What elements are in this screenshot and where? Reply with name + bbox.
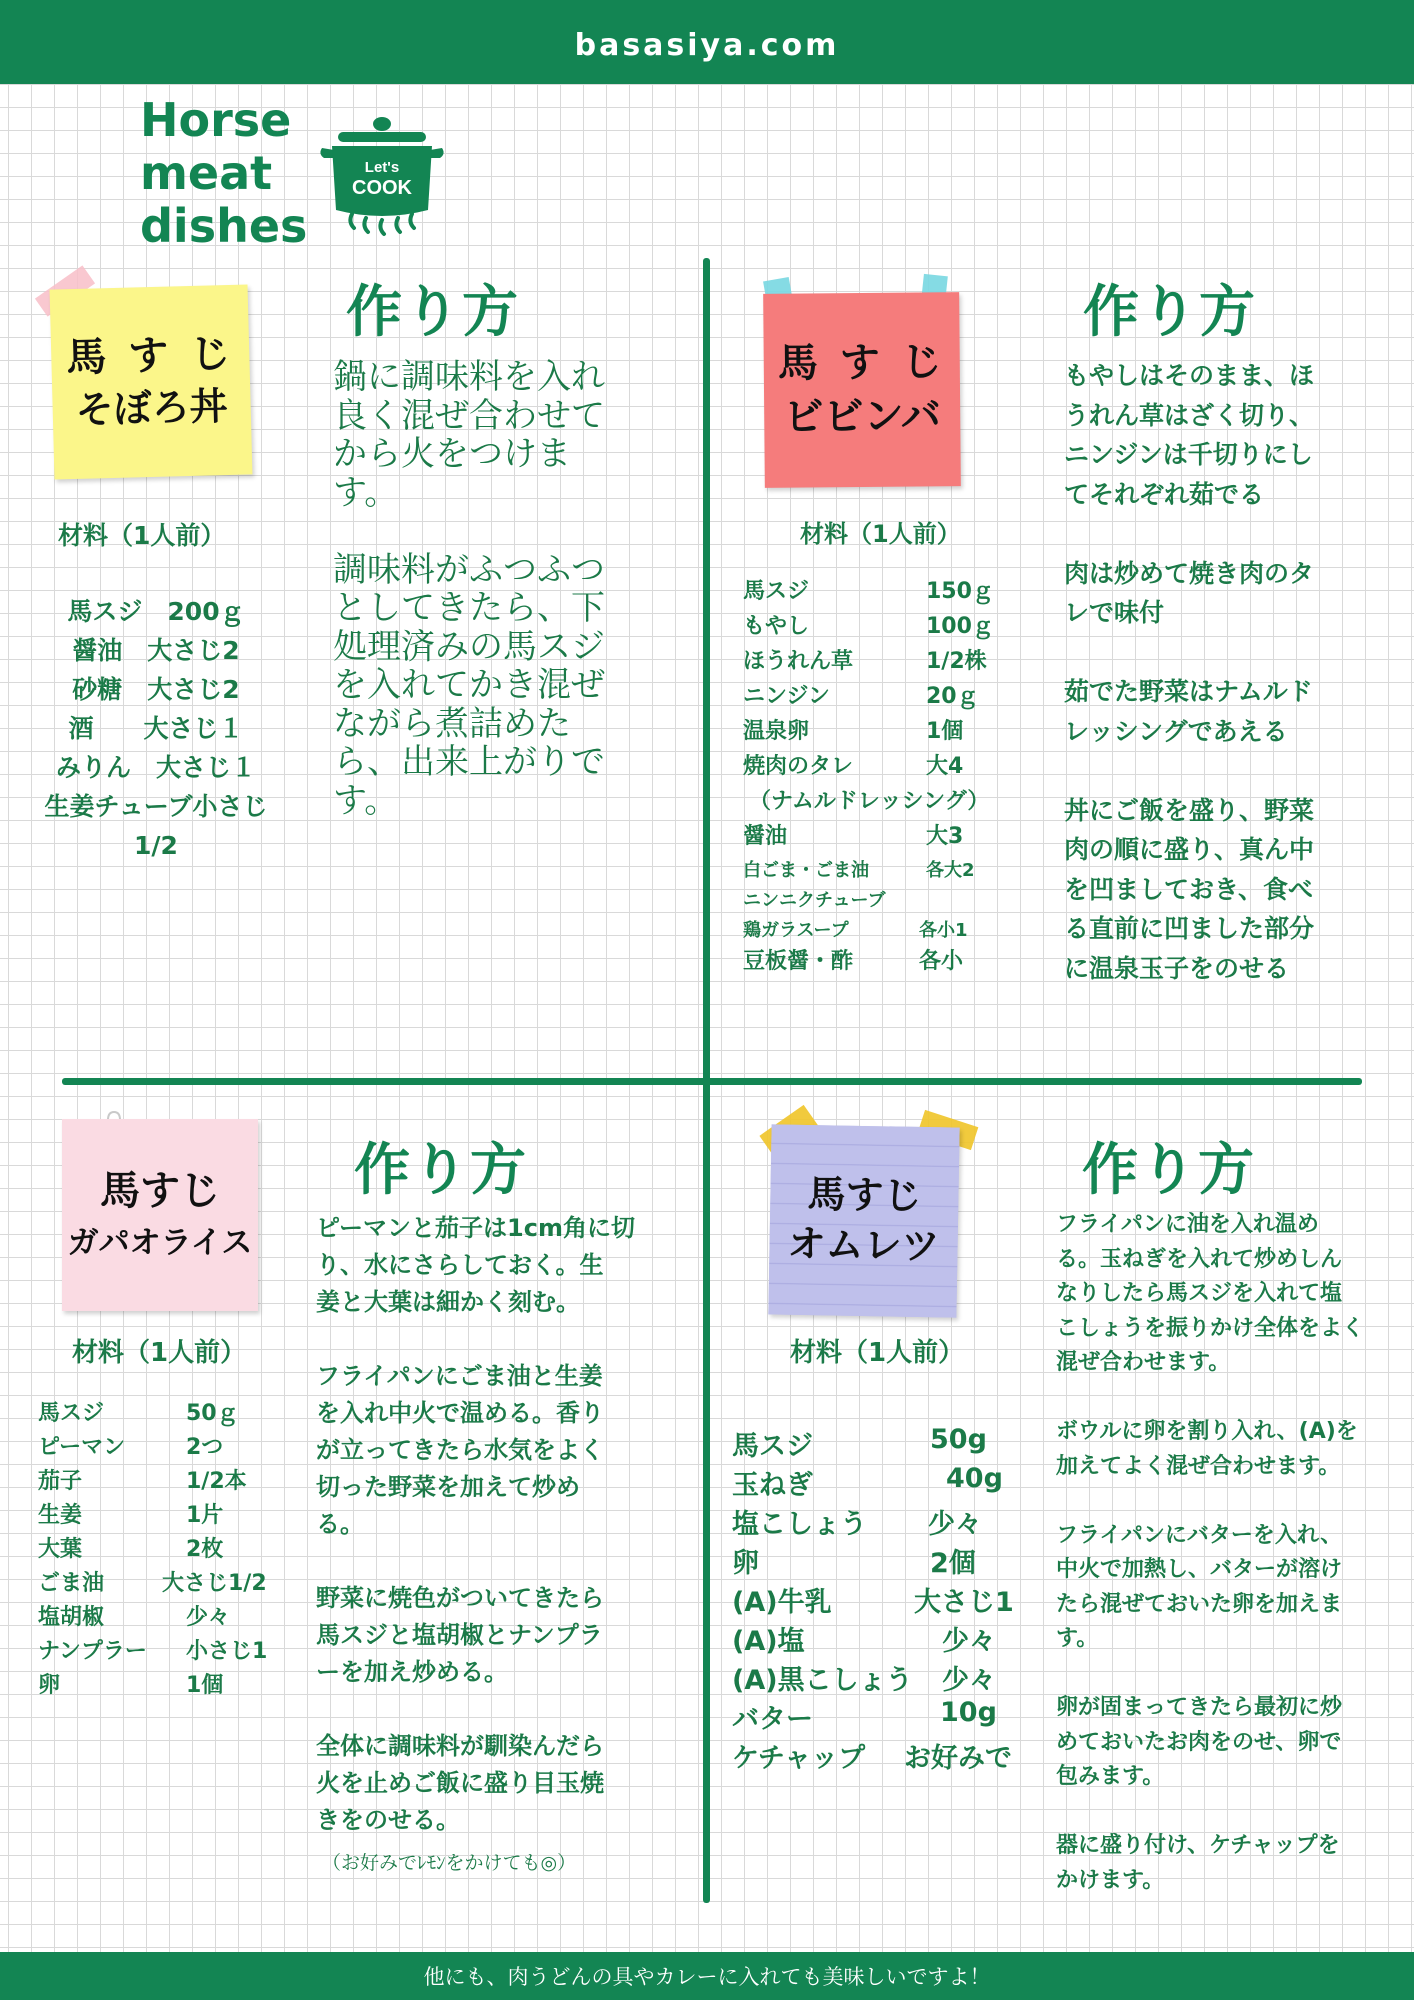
ingredient-row: 醤油 [743,824,788,849]
ingredients-list [0,592,312,865]
ingredient-row: 各小 [919,949,964,974]
ingredients-title: 材料（1人前） [800,520,961,548]
ingredient-line: みりん 大さじ１ [55,753,256,782]
steps-text: もやしはそのまま、ほ うれん草はざく切り、 ニンジンは千切りにし てそれぞれ茹でる 肉は炒めて焼き肉のタ レで味付 茹でた野菜はナムルド レッシングであえる 丼にご飯を盛り、野菜 肉の順に盛り、真ん中 を凹ましておき、食べ る直前に凹ました部分 に温泉玉子をのせる [1064,361,1315,983]
steps-footnote: （お好みでﾚﾓﾝをかけても◎） [322,1852,577,1874]
ingredients-title: 材料（1人前） [790,1338,965,1368]
ingredient-line: 酒 大さじ１ [68,714,244,743]
site-name[interactable]: basasiya.com [574,27,840,63]
ingredient-row: 50g [930,1424,987,1455]
ingredient-row: 茄子 [38,1469,83,1494]
recipe-title-note: 馬 す じ ビビンバ [763,292,961,488]
ingredient-row: 2枚 [186,1537,224,1562]
ingredient-row: （ナムルドレッシング） [749,789,990,814]
ingredient-row: 卵 [38,1673,61,1698]
ingredients-title: 材料（1人前） [72,1338,247,1368]
ingredient-row: ピーマン [38,1435,126,1460]
ingredient-row: 大葉 [38,1537,83,1562]
ingredient-line: 醤油 大さじ2 [72,636,240,665]
ingredient-row: 生姜 [38,1503,83,1528]
ingredient-row: 豆板醤・酢 [743,949,854,974]
ingredient-row: 白ごま・ごま油 [743,860,869,881]
ingredient-line: 1/2 [134,831,178,860]
steps-heading: 作り方 [1082,1138,1256,1203]
ingredient-row: 塩胡椒 [38,1605,105,1630]
recipe-gapao-rice [0,1100,700,1880]
svg-text:COOK: COOK [352,177,412,199]
steps-text: 鍋に調味料を入れ 良く混ぜ合わせて から火をつけま す。 調味料がふつふつ としてきたら、下 処理済みの馬スジ を入れてかき混ぜ ながら煮詰めた ら、出来上がりで す。 [333,357,605,821]
ingredient-row: 1個 [186,1673,224,1698]
ingredient-row: 40g [946,1463,1003,1494]
ingredient-row: 小さじ1 [186,1639,268,1664]
ingredient-line: 砂糖 大さじ2 [72,675,240,704]
ingredient-row: (A)黒こしょう [732,1665,913,1696]
recipe-title-note: 馬すじ ガパオライス [62,1119,258,1311]
ingredient-row: 50ｇ [186,1401,239,1426]
recipe-omelette [710,1100,1414,1900]
ingredient-row: 100ｇ [926,614,994,639]
ingredient-row: 1/2本 [186,1469,247,1494]
steps-heading: 作り方 [346,280,520,345]
steps-heading: 作り方 [354,1138,528,1203]
steps-text: ピーマンと茄子は1cm角に切 り、水にさらしておく。生 姜と大葉は細かく刻む。 フライパンにごま油と生姜 を入れ中火で温める。香り が立ってきたら水気をよく 切った野菜を加えて炒め る。 野菜に焼色がついてきたら 馬スジと塩胡椒とナンプラ ーを加え炒める。 全体に調味料が馴染んだら 火を止めご飯に盛り目玉焼 きをのせる。 [316,1214,635,1834]
ingredient-row: ニンニクチューブ [743,890,886,911]
ingredient-row: もやし [743,614,810,639]
svg-text:Let's: Let's [364,159,400,176]
footer-bar [0,1952,1414,2000]
ingredient-row: ごま油 [38,1571,105,1596]
ingredient-row: 20ｇ [926,684,979,709]
ingredient-row: 大さじ1/2 [162,1571,267,1596]
recipe-soboro-don [0,260,700,960]
ingredient-row: 馬スジ [38,1401,105,1426]
ingredient-row: 少々 [942,1665,996,1696]
ingredient-line: 生姜チューブ小さじ [44,792,268,821]
header-bar [0,0,1414,84]
ingredient-row: 大4 [926,754,964,779]
cooking-pot-icon [318,110,446,240]
ingredient-row: 鶏ガラスープ [743,920,849,941]
ingredient-row: 150ｇ [926,579,994,604]
recipe-bibimbap [710,260,1414,1020]
ingredient-row: 卵 [732,1548,759,1579]
ingredient-row: 焼肉のタレ [743,754,854,779]
ingredient-row: 10g [940,1697,997,1728]
ingredient-row: 1個 [926,719,964,744]
steps-text: フライパンに油を入れ温め る。玉ねぎを入れて炒めしん なりしたら馬スジを入れて塩 こしょうを振りかけ全体をよく 混ぜ合わせます。 ボウルに卵を割り入れ、(A)を 加えてよく混ぜ合わせます。 フライパンにバターを入れ、 中火で加熱し、バターが溶け たら混ぜておいた卵を加えま す。 卵が固まってきたら最初に炒 めておいたお肉をのせ、卵で 包みます。 器に盛り付け、ケチャップを かけます。 [1056,1212,1365,1893]
ingredient-row: 温泉卵 [743,719,810,744]
steps-heading: 作り方 [1083,280,1257,345]
ingredient-row: 各小1 [919,920,968,941]
footer-text: 他にも、肉うどんの具やカレーに入れても美味しいですよ！ [423,1965,991,1989]
logo-title: Horse meat dishes [140,93,308,253]
ingredient-row: 少々 [928,1509,982,1540]
recipe-title-note: 馬すじ オムレツ [768,1124,959,1317]
ingredient-row: ほうれん草 [743,649,854,674]
ingredient-row: (A)牛乳 [732,1587,832,1618]
horizontal-divider [62,1078,1362,1085]
ingredient-row: 1片 [186,1503,224,1528]
ingredient-row: (A)塩 [732,1626,805,1657]
ingredient-row: 少々 [942,1626,996,1657]
recipe-title-note: 馬 す じ そぼろ丼 [50,284,253,479]
ingredient-line: 馬スジ 200ｇ [67,597,245,626]
ingredient-row: 2つ [186,1435,224,1460]
ingredient-row: お好みで [904,1743,1012,1774]
ingredient-row: 各大2 [926,860,975,881]
ingredient-row: ナンプラー [38,1639,147,1664]
ingredient-row: 玉ねぎ [732,1470,813,1501]
ingredient-row: 馬スジ [732,1431,813,1462]
ingredient-row: 塩こしょう [732,1509,867,1540]
ingredient-row: ケチャップ [732,1743,866,1774]
ingredient-row: ニンジン [743,684,830,709]
ingredient-row: 馬スジ [743,579,810,604]
ingredient-row: 2個 [930,1548,976,1579]
ingredient-row: 大さじ1 [914,1587,1014,1618]
ingredient-row: バター [732,1704,813,1735]
ingredient-row: 少々 [186,1605,231,1630]
ingredient-row: 1/2株 [926,649,987,674]
ingredient-row: 大3 [926,824,964,849]
ingredients-title: 材料（1人前） [58,521,226,550]
